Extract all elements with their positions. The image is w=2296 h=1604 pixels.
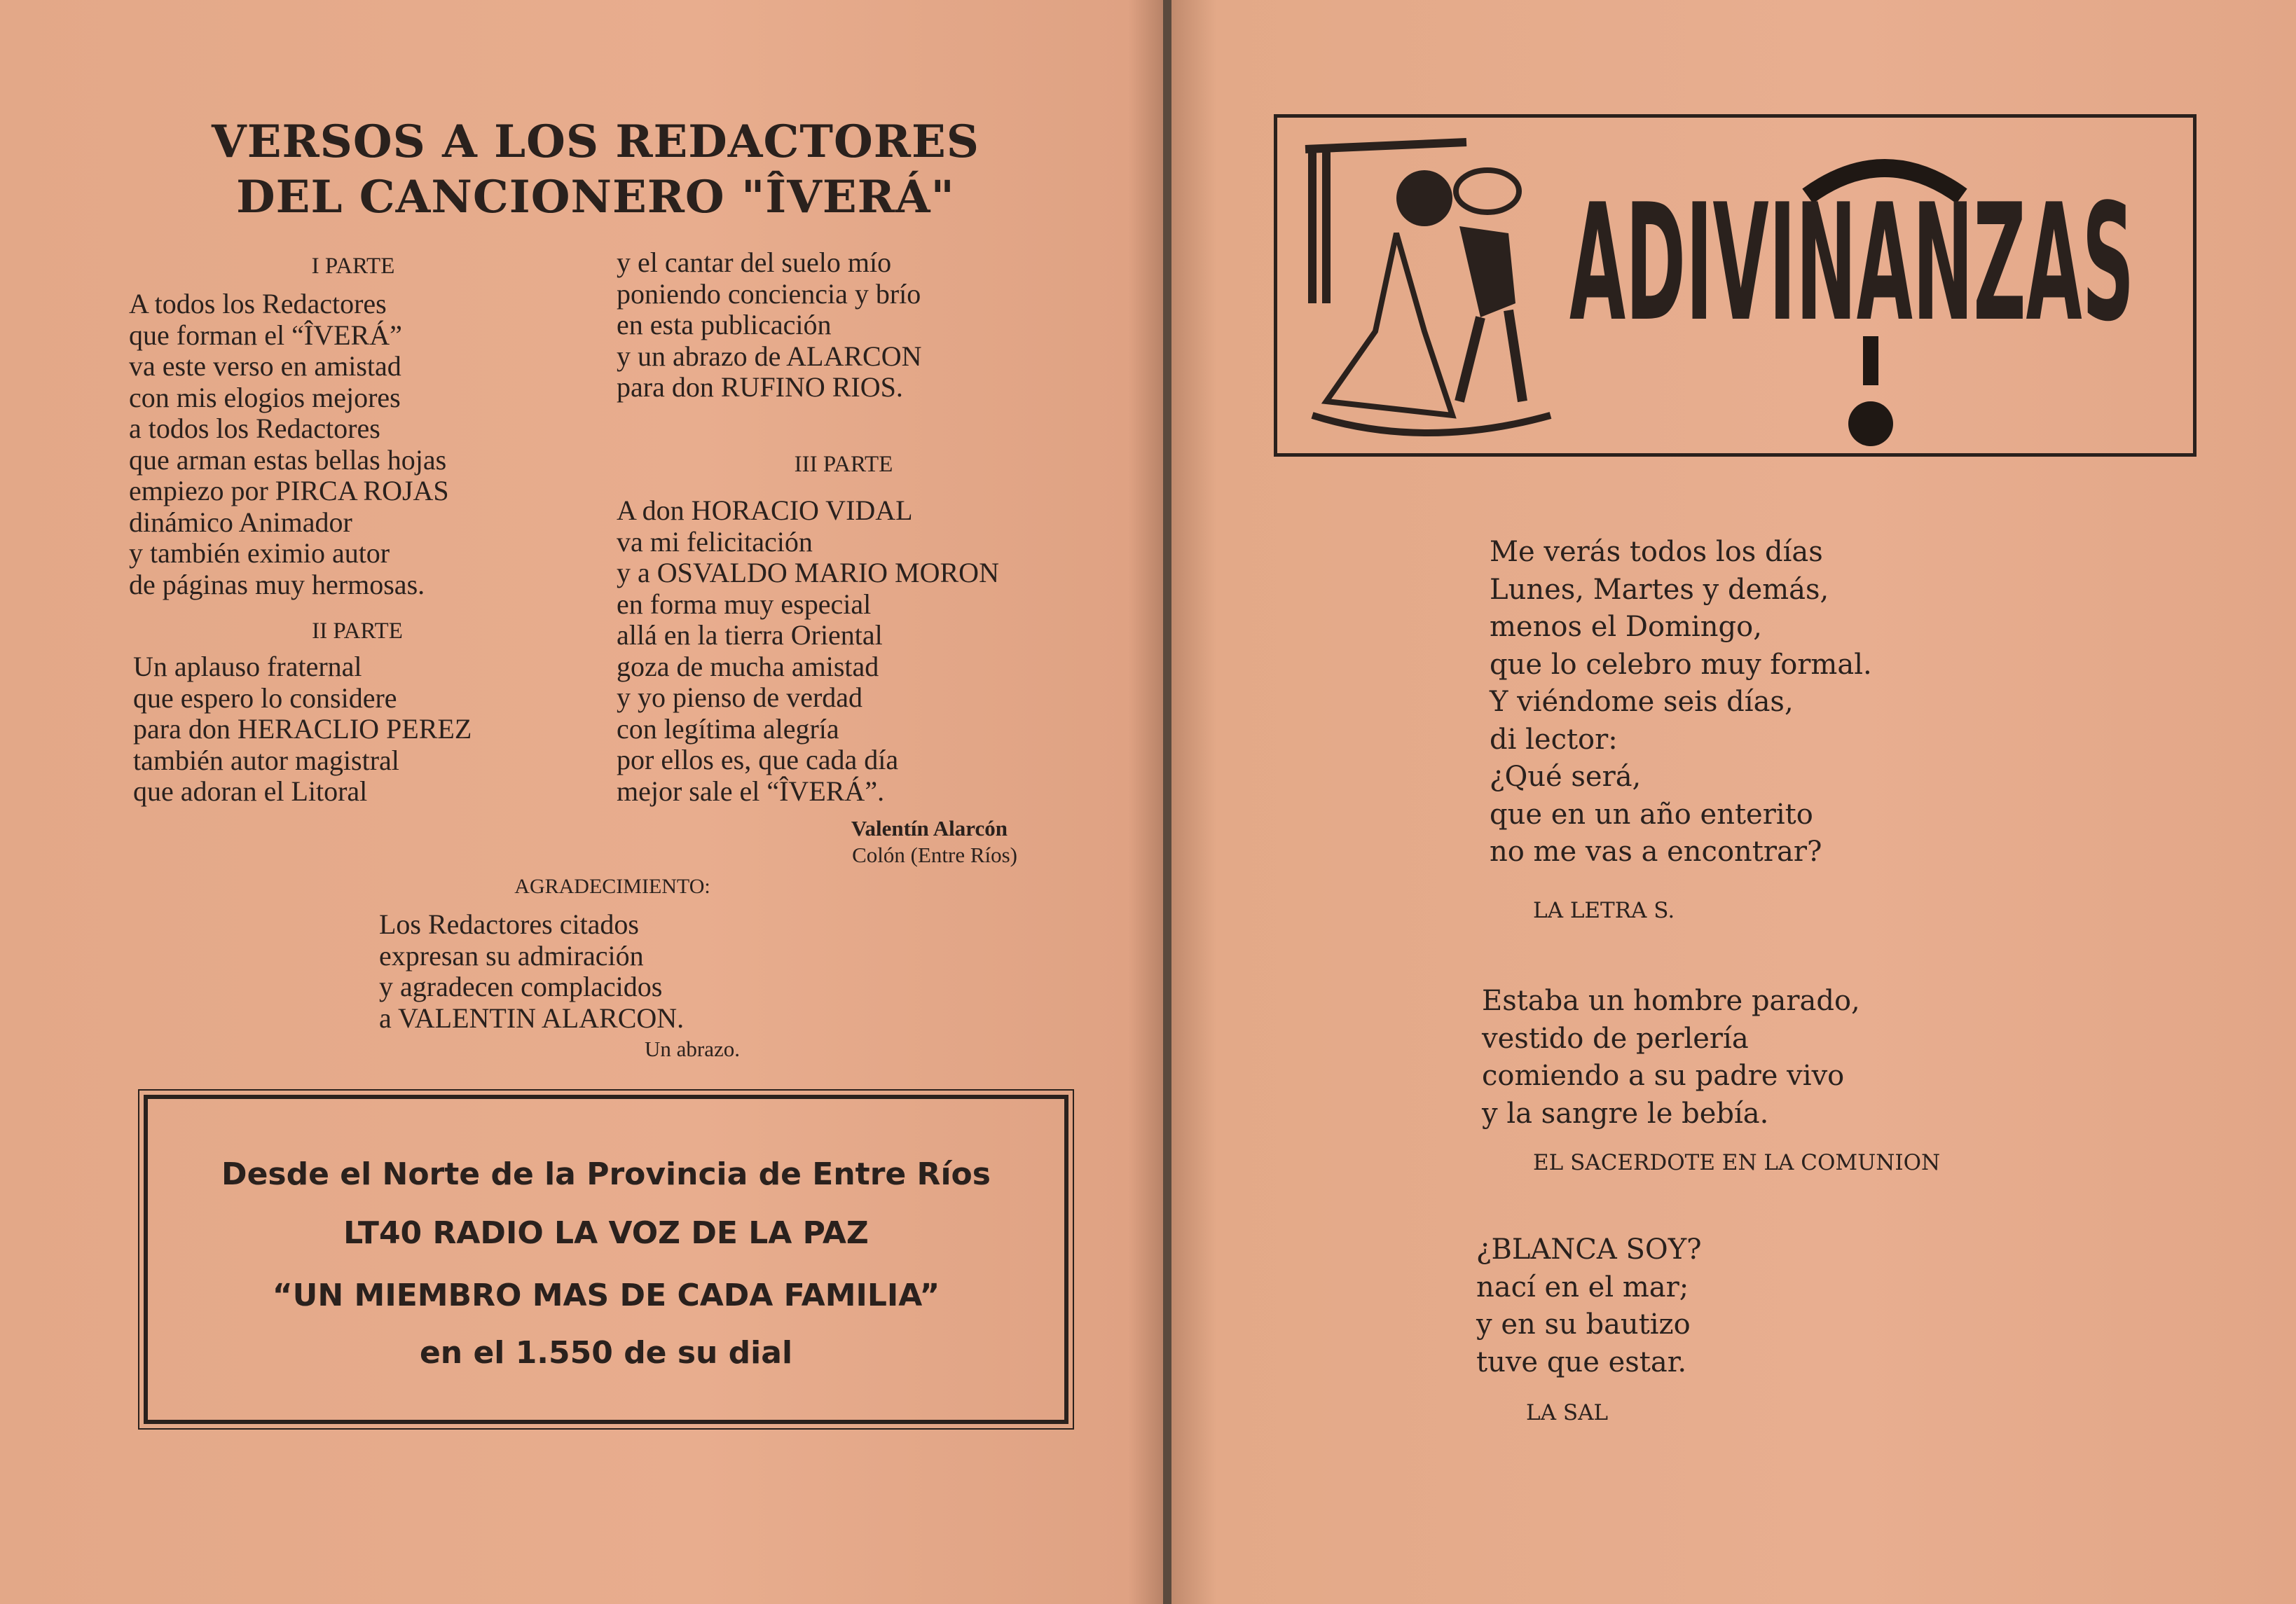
signature-place: Colón (Entre Ríos)	[852, 843, 1017, 867]
verse-line: no me vas a encontrar?	[1490, 836, 1822, 868]
verse-line: nací en el mar;	[1476, 1271, 1689, 1304]
verse-line: y en su bautizo	[1476, 1308, 1691, 1341]
verse-line: en forma muy especial	[617, 588, 872, 620]
verse-line: Me verás todos los días	[1490, 536, 1823, 568]
riddle-1	[1490, 534, 1872, 871]
thanks-closing: Un abrazo.	[645, 1037, 740, 1061]
thanks-verse	[379, 909, 684, 1034]
part3-verse	[617, 495, 999, 807]
ad-line-3: “UN MIEMBRO MAS DE CADA FAMILIA”	[272, 1278, 940, 1313]
verse-line: ¿Qué será,	[1490, 761, 1642, 793]
verse-line: y a OSVALDO MARIO MORON	[617, 557, 999, 588]
verse-line: que adoran el Litoral	[133, 775, 368, 807]
verse-line: a todos los Redactores	[129, 413, 380, 444]
verse-line: va este verso en amistad	[129, 350, 401, 382]
verse-line: y también eximio autor	[129, 537, 390, 569]
verse-line: también autor magistral	[133, 744, 399, 776]
verse-line: Lunes, Martes y demás,	[1490, 573, 1829, 606]
part1-continuation-verse	[617, 247, 921, 403]
verse-line: mejor sale el “ÎVERÁ”.	[617, 775, 885, 807]
verse-line: que forman el “ÎVERÁ”	[129, 319, 402, 351]
verse-line: y la sangre le bebía.	[1482, 1097, 1769, 1130]
verse-line: comiendo a su padre vivo	[1482, 1060, 1845, 1092]
couple-illustration-icon	[1284, 121, 1565, 450]
banner-title: ADIVINANZAS	[1569, 170, 2135, 357]
riddle-2	[1482, 983, 1860, 1133]
article-title-line2: DEL CANCIONERO "ÎVERÁ"	[236, 171, 955, 223]
verse-line: que en un año enterito	[1490, 798, 1813, 831]
riddle-2-answer: EL SACERDOTE EN LA COMUNION	[1533, 1150, 1941, 1175]
riddle-1-answer: LA LETRA S.	[1533, 898, 1675, 923]
verse-line: para don HERACLIO PEREZ	[133, 713, 472, 745]
verse-line: A todos los Redactores	[129, 288, 387, 319]
verse-line: que espero lo considere	[133, 682, 397, 714]
riddle-3	[1476, 1231, 1702, 1381]
verse-line: di lector:	[1490, 723, 1618, 756]
verse-line: Y viéndome seis días,	[1490, 686, 1794, 718]
riddle-3-answer: LA SAL	[1526, 1400, 1609, 1425]
verse-line: poniendo conciencia y brío	[617, 277, 921, 310]
part1-heading: I PARTE	[311, 254, 395, 279]
verse-line: y un abrazo de ALARCON	[617, 340, 922, 372]
verse-line: con legítima alegría	[617, 712, 839, 745]
article-title-line1: VERSOS A LOS REDACTORES	[212, 116, 979, 168]
verse-line: y yo pienso de verdad	[617, 682, 863, 713]
verse-line: Un aplauso fraternal	[133, 651, 362, 682]
verse-line: A don HORACIO VIDAL	[617, 495, 913, 526]
verse-line: menos el Domingo,	[1490, 611, 1762, 643]
verse-line: a VALENTIN ALARCON.	[379, 1002, 685, 1034]
part1-verse	[129, 289, 449, 600]
part3-heading: III PARTE	[794, 452, 893, 477]
verse-line: que lo celebro muy formal.	[1490, 648, 1872, 681]
verse-line: va mi felicitación	[617, 525, 813, 558]
verse-line: y agradecen complacidos	[379, 971, 663, 1002]
verse-line: goza de mucha amistad	[617, 650, 879, 682]
verse-line: en esta publicación	[617, 309, 832, 340]
verse-line: ¿BLANCA SOY?	[1476, 1233, 1702, 1266]
verse-line: expresan su admiración	[379, 939, 644, 972]
verse-line: Los Redactores citados	[379, 908, 639, 940]
thanks-heading: AGRADECIMIENTO:	[514, 875, 710, 898]
part2-heading: II PARTE	[312, 618, 403, 644]
radio-ad-box	[144, 1095, 1068, 1424]
verse-line: y el cantar del suelo mío	[617, 247, 892, 278]
verse-line: dinámico Animador	[129, 506, 352, 538]
verse-line: con mis elogios mejores	[129, 381, 401, 413]
ad-line-4: en el 1.550 de su dial	[419, 1335, 793, 1371]
ad-line-2: LT40 RADIO LA VOZ DE LA PAZ	[343, 1215, 869, 1251]
verse-line: que arman estas bellas hojas	[129, 443, 447, 476]
ad-line-1: Desde el Norte de la Provincia de Entre Ríos	[221, 1156, 991, 1192]
signature-name: Valentín Alarcón	[851, 816, 1008, 841]
verse-line: por ellos es, que cada día	[617, 744, 899, 775]
verse-line: para don RUFINO RIOS.	[617, 371, 903, 403]
verse-line: tuve que estar.	[1476, 1346, 1687, 1378]
verse-line: Estaba un hombre parado,	[1482, 985, 1860, 1017]
verse-line: empiezo por PIRCA ROJAS	[129, 475, 449, 506]
verse-line: de páginas muy hermosas.	[129, 568, 425, 600]
verse-line: vestido de perlería	[1482, 1022, 1749, 1055]
part2-verse	[133, 651, 472, 808]
verse-line: allá en la tierra Oriental	[617, 619, 883, 651]
